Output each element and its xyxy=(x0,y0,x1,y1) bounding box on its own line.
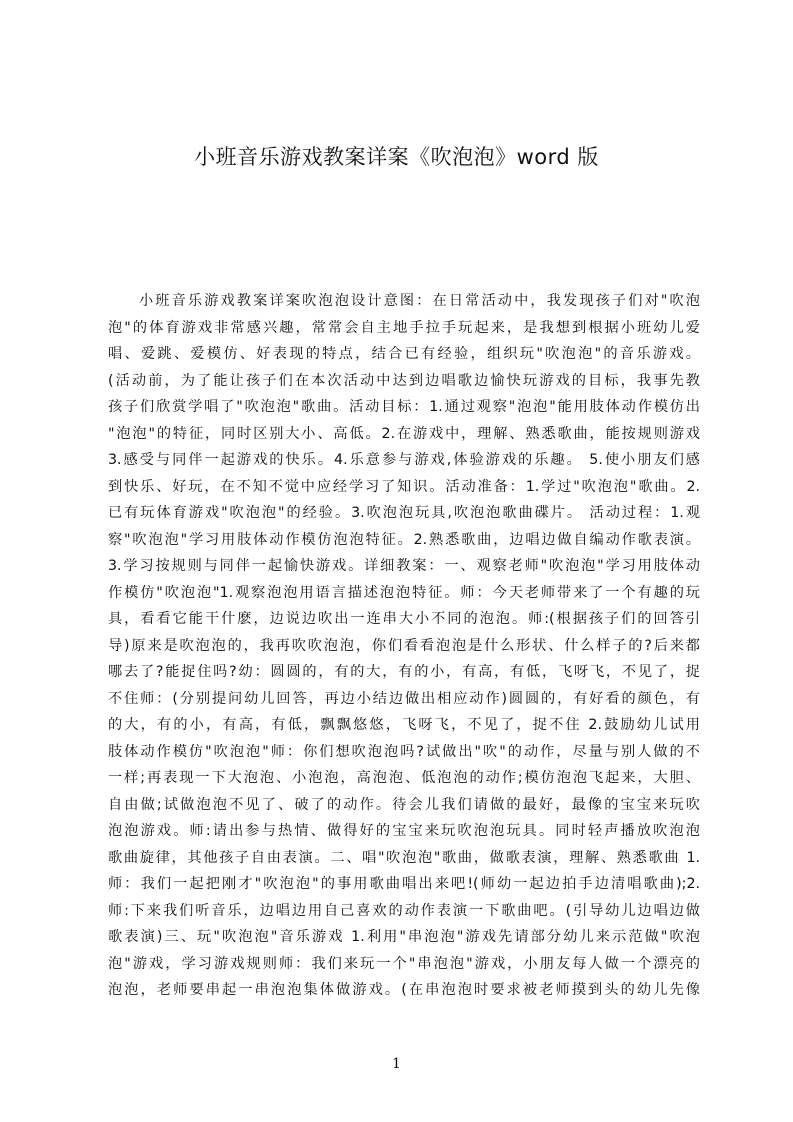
document-title: 小班音乐游戏教案详案《吹泡泡》word 版 xyxy=(194,145,599,169)
body-line: 导)原来是吹泡泡的，我再吹吹泡泡，你们看看泡泡是什么形状、什么样子的?后来都 xyxy=(108,637,700,654)
body-line: 泡"的体育游戏非常感兴趣，常常会自主地手拉手玩起来，是我想到根据小班幼儿爱 xyxy=(108,319,700,336)
body-line: 孩子们欣赏学唱了"吹泡泡"歌曲。活动目标：1.通过观察"泡泡"能用肢体动作模仿出 xyxy=(108,399,700,415)
body-line: 自由做;试做泡泡不见了、破了的动作。待会儿我们请做的最好，最像的宝宝来玩吹 xyxy=(108,796,700,813)
body-line: 歌曲旋律，其他孩子自由表演。二、唱"吹泡泡"歌曲，做歌表演，理解、熟悉歌曲 1. xyxy=(108,849,700,866)
body-line: 师:下来我们听音乐，边唱边用自己喜欢的动作表演一下歌曲吧。(引导幼儿边唱边做 xyxy=(108,902,700,919)
body-line: 到快乐、好玩，在不知不觉中应经学习了知识。活动准备：1.学过"吹泡泡"歌曲。2. xyxy=(108,478,700,495)
body-line: 泡泡游戏。师:请出参与热情、做得好的宝宝来玩吹泡泡玩具。同时轻声播放吹泡泡 xyxy=(108,823,700,839)
body-line: 肢体动作模仿"吹泡泡"师：你们想吹泡泡吗?试做出"吹"的动作，尽量与别人做的不 xyxy=(108,743,700,760)
body-line: 唱、爱跳、爱模仿、好表现的特点，结合已有经验，组织玩"吹泡泡"的音乐游戏。 xyxy=(108,346,700,362)
body-line: "泡泡"的特征，同时区别大小、高低。2.在游戏中，理解、熟悉歌曲，能按规则游戏 xyxy=(108,425,700,442)
body-line: 泡"游戏，学习游戏规则师：我们来玩一个"串泡泡"游戏，小朋友每人做一个漂亮的 xyxy=(108,955,700,972)
body-line: 一样;再表现一下大泡泡、小泡泡，高泡泡、低泡泡的动作;模仿泡泡飞起来，大胆、 xyxy=(108,770,700,786)
body-line: 已有玩体育游戏"吹泡泡"的经验。3.吹泡泡玩具,吹泡泡歌曲碟片。 活动过程：1.观 xyxy=(108,505,700,521)
body-line: 的大，有的小，有高，有低，飘飘悠悠，飞呀飞，不见了，捉不住 2.鼓励幼儿试用 xyxy=(108,717,700,733)
body-line: 师：我们一起把刚才"吹泡泡"的事用歌曲唱出来吧!(师幼一起边拍手边清唱歌曲);2. xyxy=(108,876,700,892)
body-line: 察"吹泡泡"学习用肢体动作模仿泡泡特征。2.熟悉歌曲，边唱边做自编动作歌表演。 xyxy=(108,531,700,548)
body-line: 具，看看它能干什麽，边说边吹出一连串大小不同的泡泡。师:(根据孩子们的回答引 xyxy=(108,611,700,627)
body-line: 3.学习按规则与同伴一起愉快游戏。详细教案：一、观察老师"吹泡泡"学习用肢体动 xyxy=(108,558,700,574)
body-line: (活动前，为了能让孩子们在本次活动中达到边唱歌边愉快玩游戏的目标，我事先教 xyxy=(108,372,700,389)
body-line: 哪去了?能捉住吗?幼：圆圆的，有的大，有的小，有高，有低，飞呀飞，不见了，捉 xyxy=(108,664,700,680)
body-line: 歌表演)三、玩"吹泡泡"音乐游戏 1.利用"串泡泡"游戏先请部分幼儿来示范做"吹泡 xyxy=(108,929,700,945)
page-number: 1 xyxy=(392,1056,401,1072)
body-line: 3.感受与同伴一起游戏的快乐。4.乐意参与游戏,体验游戏的乐趣。 5.使小朋友们感 xyxy=(108,452,700,468)
body-line: 作模仿"吹泡泡"1.观察泡泡用语言描述泡泡特征。师：今天老师带来了一个有趣的玩 xyxy=(108,584,700,601)
document-body xyxy=(108,288,700,1004)
body-line: 小班音乐游戏教案详案吹泡泡设计意图：在日常活动中，我发现孩子们对"吹泡 xyxy=(139,293,700,309)
body-line: 泡泡，老师要串起一串泡泡集体做游戏。(在串泡泡时要求被老师摸到头的幼儿先像 xyxy=(108,982,700,998)
body-line: 不住师：(分别提问幼儿回答，再边小结边做出相应动作)圆圆的，有好看的颜色，有 xyxy=(108,690,700,707)
